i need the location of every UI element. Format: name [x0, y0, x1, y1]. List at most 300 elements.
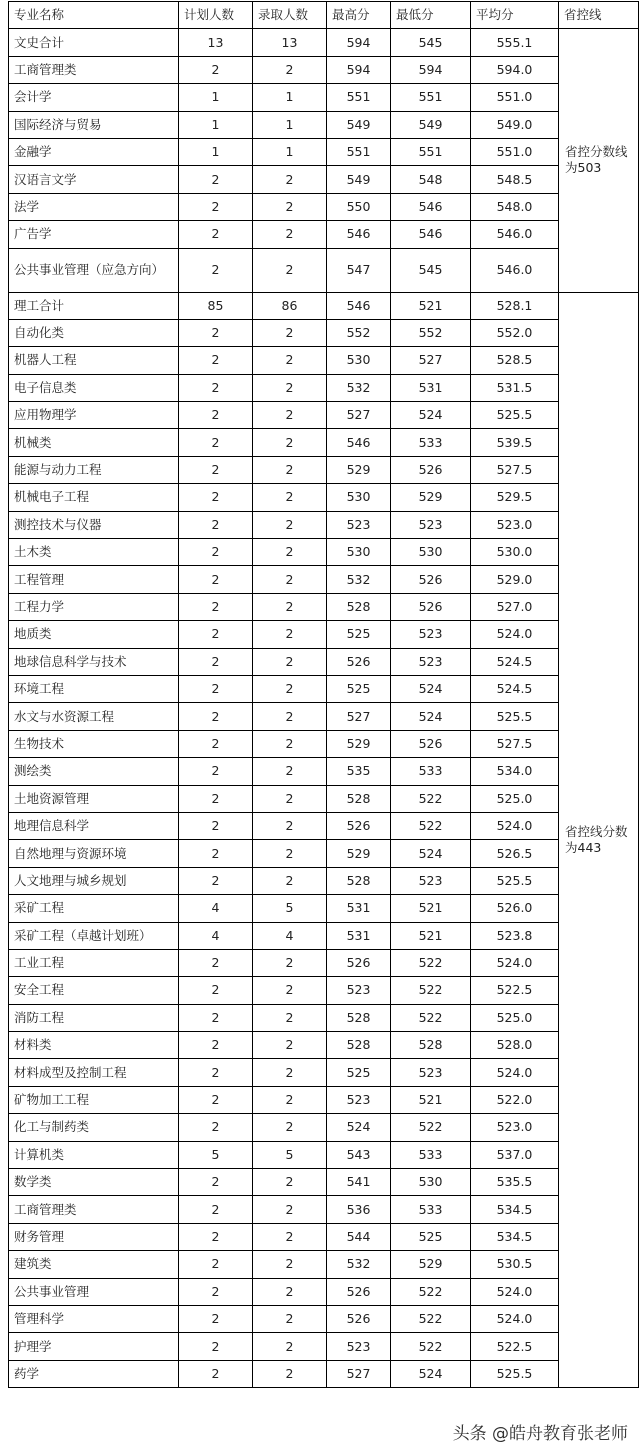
plan-count: 2 [179, 785, 253, 812]
avg-score: 524.0 [471, 1278, 559, 1305]
max-score: 536 [327, 1196, 391, 1223]
table-row [9, 812, 639, 839]
major-name: 人文地理与城乡规划 [9, 867, 179, 894]
table-row [9, 1059, 639, 1086]
major-name: 自动化类 [9, 319, 179, 346]
plan-count: 2 [179, 1196, 253, 1223]
major-name: 应用物理学 [9, 402, 179, 429]
max-score: 546 [327, 429, 391, 456]
admitted-count: 1 [253, 138, 327, 165]
major-name: 测控技术与仪器 [9, 511, 179, 538]
plan-count: 2 [179, 593, 253, 620]
admitted-count: 13 [253, 29, 327, 56]
max-score: 526 [327, 1278, 391, 1305]
plan-count: 2 [179, 1305, 253, 1332]
max-score: 523 [327, 977, 391, 1004]
min-score: 521 [391, 292, 471, 319]
min-score: 546 [391, 221, 471, 248]
avg-score: 525.5 [471, 402, 559, 429]
admitted-count: 2 [253, 703, 327, 730]
plan-count: 2 [179, 1032, 253, 1059]
major-name: 汉语言文学 [9, 166, 179, 193]
avg-score: 551.0 [471, 138, 559, 165]
table-row [9, 730, 639, 757]
avg-score: 526.5 [471, 840, 559, 867]
max-score: 527 [327, 402, 391, 429]
table-row [9, 840, 639, 867]
min-score: 529 [391, 484, 471, 511]
min-score: 533 [391, 758, 471, 785]
plan-count: 2 [179, 758, 253, 785]
table-row [9, 703, 639, 730]
max-score: 523 [327, 1333, 391, 1360]
plan-count: 2 [179, 1169, 253, 1196]
admitted-count: 2 [253, 621, 327, 648]
major-name: 材料成型及控制工程 [9, 1059, 179, 1086]
plan-count: 2 [179, 949, 253, 976]
min-score: 523 [391, 648, 471, 675]
table-row [9, 29, 639, 56]
admitted-count: 2 [253, 812, 327, 839]
major-name: 法学 [9, 193, 179, 220]
header-major: 专业名称 [9, 2, 179, 29]
min-score: 523 [391, 511, 471, 538]
avg-score: 523.8 [471, 922, 559, 949]
max-score: 526 [327, 812, 391, 839]
major-name: 生物技术 [9, 730, 179, 757]
min-score: 548 [391, 166, 471, 193]
min-score: 546 [391, 193, 471, 220]
plan-count: 2 [179, 319, 253, 346]
admitted-count: 2 [253, 593, 327, 620]
major-name: 土地资源管理 [9, 785, 179, 812]
min-score: 523 [391, 621, 471, 648]
min-score: 525 [391, 1223, 471, 1250]
min-score: 522 [391, 1305, 471, 1332]
admitted-count: 2 [253, 1251, 327, 1278]
avg-score: 529.0 [471, 566, 559, 593]
avg-score: 523.0 [471, 1114, 559, 1141]
min-score: 521 [391, 895, 471, 922]
min-score: 522 [391, 1278, 471, 1305]
admitted-count: 2 [253, 758, 327, 785]
avg-score: 555.1 [471, 29, 559, 56]
avg-score: 529.5 [471, 484, 559, 511]
plan-count: 2 [179, 1251, 253, 1278]
admitted-count: 2 [253, 867, 327, 894]
min-score: 522 [391, 785, 471, 812]
admitted-count: 2 [253, 1004, 327, 1031]
table-row [9, 1196, 639, 1223]
admitted-count: 2 [253, 785, 327, 812]
major-name: 机械类 [9, 429, 179, 456]
admitted-count: 2 [253, 429, 327, 456]
table-row [9, 292, 639, 319]
admitted-count: 4 [253, 922, 327, 949]
avg-score: 539.5 [471, 429, 559, 456]
min-score: 533 [391, 1141, 471, 1168]
admitted-count: 2 [253, 456, 327, 483]
max-score: 541 [327, 1169, 391, 1196]
admitted-count: 2 [253, 1086, 327, 1113]
admitted-count: 2 [253, 484, 327, 511]
avg-score: 528.5 [471, 347, 559, 374]
max-score: 529 [327, 730, 391, 757]
min-score: 533 [391, 429, 471, 456]
major-name: 工程管理 [9, 566, 179, 593]
max-score: 529 [327, 456, 391, 483]
table-row [9, 138, 639, 165]
table-row [9, 758, 639, 785]
major-name: 财务管理 [9, 1223, 179, 1250]
admitted-count: 2 [253, 374, 327, 401]
max-score: 532 [327, 1251, 391, 1278]
min-score: 545 [391, 248, 471, 292]
min-score: 523 [391, 1059, 471, 1086]
max-score: 526 [327, 648, 391, 675]
max-score: 525 [327, 621, 391, 648]
min-score: 526 [391, 456, 471, 483]
avg-score: 551.0 [471, 84, 559, 111]
major-name: 土木类 [9, 539, 179, 566]
plan-count: 2 [179, 621, 253, 648]
plan-count: 2 [179, 1004, 253, 1031]
max-score: 531 [327, 922, 391, 949]
table-row [9, 621, 639, 648]
table-row [9, 1169, 639, 1196]
plan-count: 5 [179, 1141, 253, 1168]
major-name: 国际经济与贸易 [9, 111, 179, 138]
admitted-count: 2 [253, 730, 327, 757]
table-row [9, 193, 639, 220]
min-score: 522 [391, 949, 471, 976]
avg-score: 525.5 [471, 1360, 559, 1387]
avg-score: 534.5 [471, 1223, 559, 1250]
max-score: 526 [327, 949, 391, 976]
major-name: 矿物加工工程 [9, 1086, 179, 1113]
avg-score: 528.0 [471, 1032, 559, 1059]
table-row [9, 374, 639, 401]
avg-score: 522.0 [471, 1086, 559, 1113]
table-row [9, 922, 639, 949]
avg-score: 531.5 [471, 374, 559, 401]
table-row [9, 867, 639, 894]
min-score: 522 [391, 1004, 471, 1031]
major-name: 采矿工程（卓越计划班） [9, 922, 179, 949]
table-row [9, 319, 639, 346]
admitted-count: 2 [253, 566, 327, 593]
max-score: 531 [327, 895, 391, 922]
plan-count: 2 [179, 566, 253, 593]
major-name: 计算机类 [9, 1141, 179, 1168]
max-score: 532 [327, 374, 391, 401]
avg-score: 530.5 [471, 1251, 559, 1278]
major-name: 测绘类 [9, 758, 179, 785]
avg-score: 537.0 [471, 1141, 559, 1168]
major-name: 化工与制药类 [9, 1114, 179, 1141]
plan-count: 2 [179, 730, 253, 757]
major-name: 消防工程 [9, 1004, 179, 1031]
admitted-count: 2 [253, 193, 327, 220]
admitted-count: 2 [253, 402, 327, 429]
max-score: 546 [327, 221, 391, 248]
max-score: 523 [327, 511, 391, 538]
plan-count: 2 [179, 977, 253, 1004]
avg-score: 524.0 [471, 949, 559, 976]
plan-count: 2 [179, 347, 253, 374]
table-row [9, 1223, 639, 1250]
avg-score: 530.0 [471, 539, 559, 566]
plan-count: 2 [179, 56, 253, 83]
max-score: 527 [327, 703, 391, 730]
min-score: 524 [391, 675, 471, 702]
major-name: 地球信息科学与技术 [9, 648, 179, 675]
table-row [9, 593, 639, 620]
major-name: 建筑类 [9, 1251, 179, 1278]
table-row [9, 484, 639, 511]
avg-score: 527.0 [471, 593, 559, 620]
max-score: 528 [327, 593, 391, 620]
avg-score: 524.0 [471, 621, 559, 648]
min-score: 531 [391, 374, 471, 401]
max-score: 551 [327, 138, 391, 165]
admitted-count: 2 [253, 840, 327, 867]
plan-count: 4 [179, 895, 253, 922]
table-row [9, 1278, 639, 1305]
plan-count: 2 [179, 166, 253, 193]
table-row [9, 221, 639, 248]
min-score: 521 [391, 1086, 471, 1113]
max-score: 544 [327, 1223, 391, 1250]
max-score: 527 [327, 1360, 391, 1387]
table-row [9, 456, 639, 483]
science-control-line-note: 省控线分数为443 [559, 292, 639, 1388]
max-score: 525 [327, 1059, 391, 1086]
max-score: 524 [327, 1114, 391, 1141]
max-score: 552 [327, 319, 391, 346]
table-row [9, 675, 639, 702]
major-name: 采矿工程 [9, 895, 179, 922]
major-name: 能源与动力工程 [9, 456, 179, 483]
admitted-count: 2 [253, 949, 327, 976]
min-score: 522 [391, 1114, 471, 1141]
admitted-count: 2 [253, 1223, 327, 1250]
admitted-count: 2 [253, 539, 327, 566]
table-row [9, 1114, 639, 1141]
admitted-count: 2 [253, 221, 327, 248]
min-score: 521 [391, 922, 471, 949]
min-score: 530 [391, 1169, 471, 1196]
plan-count: 2 [179, 539, 253, 566]
max-score: 551 [327, 84, 391, 111]
min-score: 545 [391, 29, 471, 56]
min-score: 552 [391, 319, 471, 346]
avg-score: 524.0 [471, 1305, 559, 1332]
plan-count: 4 [179, 922, 253, 949]
liberal-control-line-note: 省控分数线为503 [559, 29, 639, 292]
plan-count: 2 [179, 840, 253, 867]
avg-score: 528.1 [471, 292, 559, 319]
admitted-count: 2 [253, 1196, 327, 1223]
plan-count: 85 [179, 292, 253, 319]
major-name: 广告学 [9, 221, 179, 248]
major-name: 理工合计 [9, 292, 179, 319]
plan-count: 2 [179, 867, 253, 894]
admission-score-table [8, 1, 639, 1388]
table-row [9, 1305, 639, 1332]
avg-score: 525.0 [471, 1004, 559, 1031]
admitted-count: 1 [253, 111, 327, 138]
plan-count: 13 [179, 29, 253, 56]
avg-score: 534.5 [471, 1196, 559, 1223]
avg-score: 594.0 [471, 56, 559, 83]
header-control-line: 省控线 [559, 2, 639, 29]
min-score: 524 [391, 840, 471, 867]
plan-count: 2 [179, 248, 253, 292]
plan-count: 2 [179, 484, 253, 511]
max-score: 525 [327, 675, 391, 702]
major-name: 护理学 [9, 1333, 179, 1360]
plan-count: 2 [179, 456, 253, 483]
min-score: 594 [391, 56, 471, 83]
admitted-count: 2 [253, 319, 327, 346]
major-name: 药学 [9, 1360, 179, 1387]
min-score: 526 [391, 593, 471, 620]
avg-score: 522.5 [471, 1333, 559, 1360]
avg-score: 527.5 [471, 456, 559, 483]
plan-count: 1 [179, 111, 253, 138]
plan-count: 2 [179, 648, 253, 675]
table-row [9, 1004, 639, 1031]
major-name: 工商管理类 [9, 56, 179, 83]
major-name: 工商管理类 [9, 1196, 179, 1223]
min-score: 526 [391, 566, 471, 593]
major-name: 地理信息科学 [9, 812, 179, 839]
admitted-count: 2 [253, 977, 327, 1004]
major-name: 会计学 [9, 84, 179, 111]
plan-count: 2 [179, 402, 253, 429]
admitted-count: 5 [253, 895, 327, 922]
max-score: 546 [327, 292, 391, 319]
plan-count: 1 [179, 84, 253, 111]
min-score: 524 [391, 703, 471, 730]
min-score: 549 [391, 111, 471, 138]
min-score: 529 [391, 1251, 471, 1278]
admitted-count: 2 [253, 1059, 327, 1086]
table-row [9, 1086, 639, 1113]
plan-count: 2 [179, 221, 253, 248]
max-score: 528 [327, 867, 391, 894]
table-row [9, 648, 639, 675]
avg-score: 524.5 [471, 675, 559, 702]
header-avg-score: 平均分 [471, 2, 559, 29]
table-row [9, 566, 639, 593]
header-max-score: 最高分 [327, 2, 391, 29]
avg-score: 535.5 [471, 1169, 559, 1196]
max-score: 526 [327, 1305, 391, 1332]
plan-count: 2 [179, 1333, 253, 1360]
avg-score: 546.0 [471, 221, 559, 248]
avg-score: 534.0 [471, 758, 559, 785]
max-score: 530 [327, 347, 391, 374]
table-row [9, 895, 639, 922]
table-row [9, 949, 639, 976]
min-score: 524 [391, 1360, 471, 1387]
min-score: 533 [391, 1196, 471, 1223]
min-score: 523 [391, 867, 471, 894]
admitted-count: 86 [253, 292, 327, 319]
min-score: 528 [391, 1032, 471, 1059]
avg-score: 525.5 [471, 703, 559, 730]
table-row [9, 429, 639, 456]
plan-count: 2 [179, 1278, 253, 1305]
avg-score: 525.5 [471, 867, 559, 894]
major-name: 环境工程 [9, 675, 179, 702]
table-row [9, 1333, 639, 1360]
table-row [9, 56, 639, 83]
major-name: 公共事业管理（应急方向） [9, 248, 179, 292]
plan-count: 2 [179, 1114, 253, 1141]
max-score: 528 [327, 1032, 391, 1059]
header-min-score: 最低分 [391, 2, 471, 29]
max-score: 549 [327, 111, 391, 138]
major-name: 金融学 [9, 138, 179, 165]
plan-count: 2 [179, 511, 253, 538]
header-admitted: 录取人数 [253, 2, 327, 29]
avg-score: 524.0 [471, 1059, 559, 1086]
major-name: 自然地理与资源环境 [9, 840, 179, 867]
major-name: 电子信息类 [9, 374, 179, 401]
admitted-count: 2 [253, 1169, 327, 1196]
major-name: 数学类 [9, 1169, 179, 1196]
major-name: 材料类 [9, 1032, 179, 1059]
max-score: 594 [327, 29, 391, 56]
max-score: 523 [327, 1086, 391, 1113]
max-score: 528 [327, 1004, 391, 1031]
table-row [9, 1251, 639, 1278]
min-score: 524 [391, 402, 471, 429]
max-score: 535 [327, 758, 391, 785]
table-row [9, 402, 639, 429]
major-name: 水文与水资源工程 [9, 703, 179, 730]
min-score: 526 [391, 730, 471, 757]
min-score: 551 [391, 84, 471, 111]
avg-score: 526.0 [471, 895, 559, 922]
table-row [9, 785, 639, 812]
plan-count: 2 [179, 1223, 253, 1250]
major-name: 地质类 [9, 621, 179, 648]
min-score: 551 [391, 138, 471, 165]
major-name: 文史合计 [9, 29, 179, 56]
avg-score: 548.5 [471, 166, 559, 193]
major-name: 管理科学 [9, 1305, 179, 1332]
table-row [9, 1141, 639, 1168]
admitted-count: 2 [253, 675, 327, 702]
watermark: 头条 @皓舟教育张老师 [452, 1424, 628, 1444]
plan-count: 2 [179, 1086, 253, 1113]
admitted-count: 2 [253, 248, 327, 292]
table-row [9, 539, 639, 566]
min-score: 522 [391, 1333, 471, 1360]
max-score: 530 [327, 484, 391, 511]
plan-count: 2 [179, 193, 253, 220]
avg-score: 522.5 [471, 977, 559, 1004]
table-row [9, 511, 639, 538]
min-score: 522 [391, 977, 471, 1004]
header-plan: 计划人数 [179, 2, 253, 29]
avg-score: 527.5 [471, 730, 559, 757]
max-score: 528 [327, 785, 391, 812]
